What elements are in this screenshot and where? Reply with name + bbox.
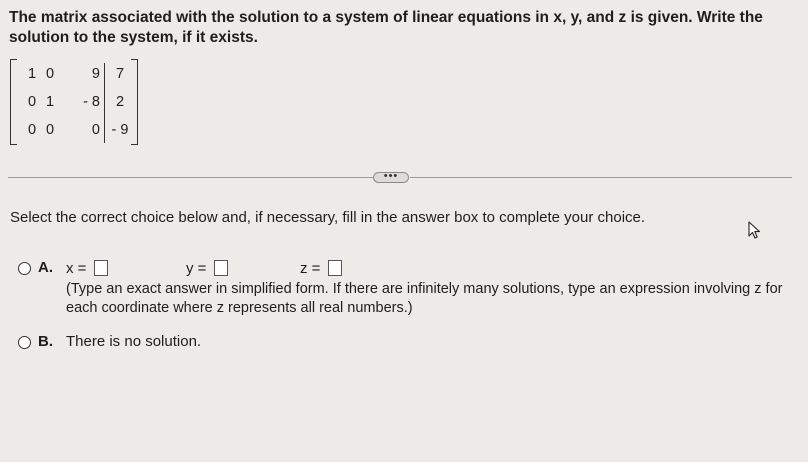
- matrix-cell-r1c4: 7: [115, 66, 125, 82]
- choice-a-radio[interactable]: [18, 262, 31, 275]
- choice-a-hint: (Type an exact answer in simplified form. If there are infinitely many solutions, type an expression involving z for each coordinate where z represents all real numbers.): [66, 281, 783, 316]
- matrix-cell-r3c3: 0: [91, 122, 100, 138]
- y-label: y =: [186, 260, 207, 277]
- matrix-cell-r1c2: 0: [45, 66, 55, 82]
- x-label: x =: [66, 260, 87, 277]
- x-answer-box[interactable]: [94, 260, 108, 276]
- matrix-cell-r2c3: - 8: [83, 94, 100, 110]
- choice-b-letter: B.: [38, 333, 53, 350]
- matrix-cell-r2c1: 0: [27, 94, 37, 110]
- z-answer-box[interactable]: [328, 260, 342, 276]
- z-label: z =: [300, 260, 321, 277]
- matrix-left-bracket: [10, 59, 17, 145]
- instruction-text: Select the correct choice below and, if necessary, fill in the answer box to complete your choice.: [10, 209, 646, 226]
- question-text: The matrix associated with the solution to a system of linear equations in x, y, and z is given. Write the solution to the system, if it exists.: [9, 9, 763, 46]
- choice-b-text: There is no solution.: [66, 333, 202, 350]
- matrix-cell-r2c2: 1: [45, 94, 55, 110]
- matrix-cell-r2c4: 2: [115, 94, 125, 110]
- expand-more-button[interactable]: •••: [373, 172, 409, 183]
- matrix-cell-r1c1: 1: [27, 66, 37, 82]
- matrix-cell-r1c3: 9: [91, 66, 100, 82]
- y-answer-box[interactable]: [214, 260, 228, 276]
- matrix-cell-r3c1: 0: [27, 122, 37, 138]
- matrix-cell-r3c4: - 9: [111, 122, 129, 138]
- choice-a-letter: A.: [38, 259, 53, 276]
- section-divider-left: [8, 177, 373, 178]
- section-divider-right: [410, 177, 792, 178]
- choice-b-radio[interactable]: [18, 336, 31, 349]
- augmented-matrix: [10, 57, 138, 149]
- matrix-cell-r3c2: 0: [45, 122, 55, 138]
- matrix-augment-line: [104, 63, 105, 143]
- mouse-pointer-icon: [748, 221, 762, 239]
